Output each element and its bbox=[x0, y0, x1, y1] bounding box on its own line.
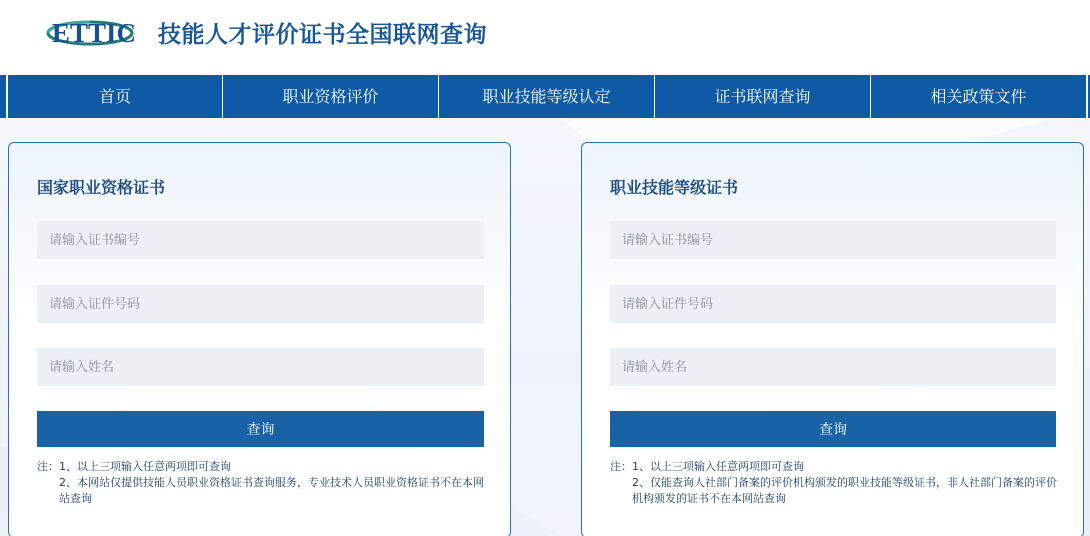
main-nav bbox=[0, 75, 1090, 118]
panel-title: 国家职业资格证书 bbox=[37, 178, 166, 197]
note-line: 注：1、以上三项输入任意两项即可查询 bbox=[610, 460, 804, 473]
query-button[interactable]: 查询 bbox=[610, 411, 1056, 447]
nav-right-edge bbox=[1086, 75, 1088, 118]
site-title: 技能人才评价证书全国联网查询 bbox=[158, 22, 487, 48]
nav-item-skill-level-certification[interactable]: 职业技能等级认定 bbox=[482, 87, 611, 106]
nav-item-policy-documents[interactable]: 相关政策文件 bbox=[930, 87, 1027, 106]
ettic-logo[interactable] bbox=[44, 14, 148, 50]
name-input[interactable] bbox=[37, 348, 484, 386]
nav-item-home[interactable]: 首页 bbox=[98, 87, 131, 106]
site-header bbox=[0, 0, 1090, 75]
note-line: 注：1、以上三项输入任意两项即可查询 bbox=[37, 460, 231, 473]
id-number-input[interactable] bbox=[610, 285, 1056, 323]
name-input[interactable] bbox=[610, 348, 1056, 386]
id-number-input[interactable] bbox=[37, 285, 484, 323]
logo-text: ETTIC bbox=[52, 18, 137, 48]
panel-title: 职业技能等级证书 bbox=[610, 178, 739, 197]
note-line: 机构颁发的证书不在本网站查询 bbox=[632, 492, 786, 505]
skill-level-certificate-panel bbox=[581, 142, 1084, 536]
nav-item-certificate-query[interactable]: 证书联网查询 bbox=[714, 87, 811, 106]
nav-item-qualification-evaluation[interactable]: 职业资格评价 bbox=[282, 87, 379, 106]
certificate-number-input[interactable] bbox=[37, 221, 484, 259]
query-note bbox=[37, 459, 487, 507]
query-button[interactable]: 查询 bbox=[37, 411, 484, 447]
query-note bbox=[610, 459, 1060, 507]
main-content bbox=[0, 118, 1090, 536]
note-line: 2、本网站仅提供技能人员职业资格证书查询服务，专业技术人员职业资格证书不在本网站查询 bbox=[59, 476, 484, 505]
qualification-certificate-panel bbox=[8, 142, 511, 536]
note-line: 2、仅能查询人社部门备案的评价机构颁发的职业技能等级证书，非人社部门备案的评价 bbox=[632, 476, 1057, 489]
certificate-number-input[interactable] bbox=[610, 221, 1056, 259]
